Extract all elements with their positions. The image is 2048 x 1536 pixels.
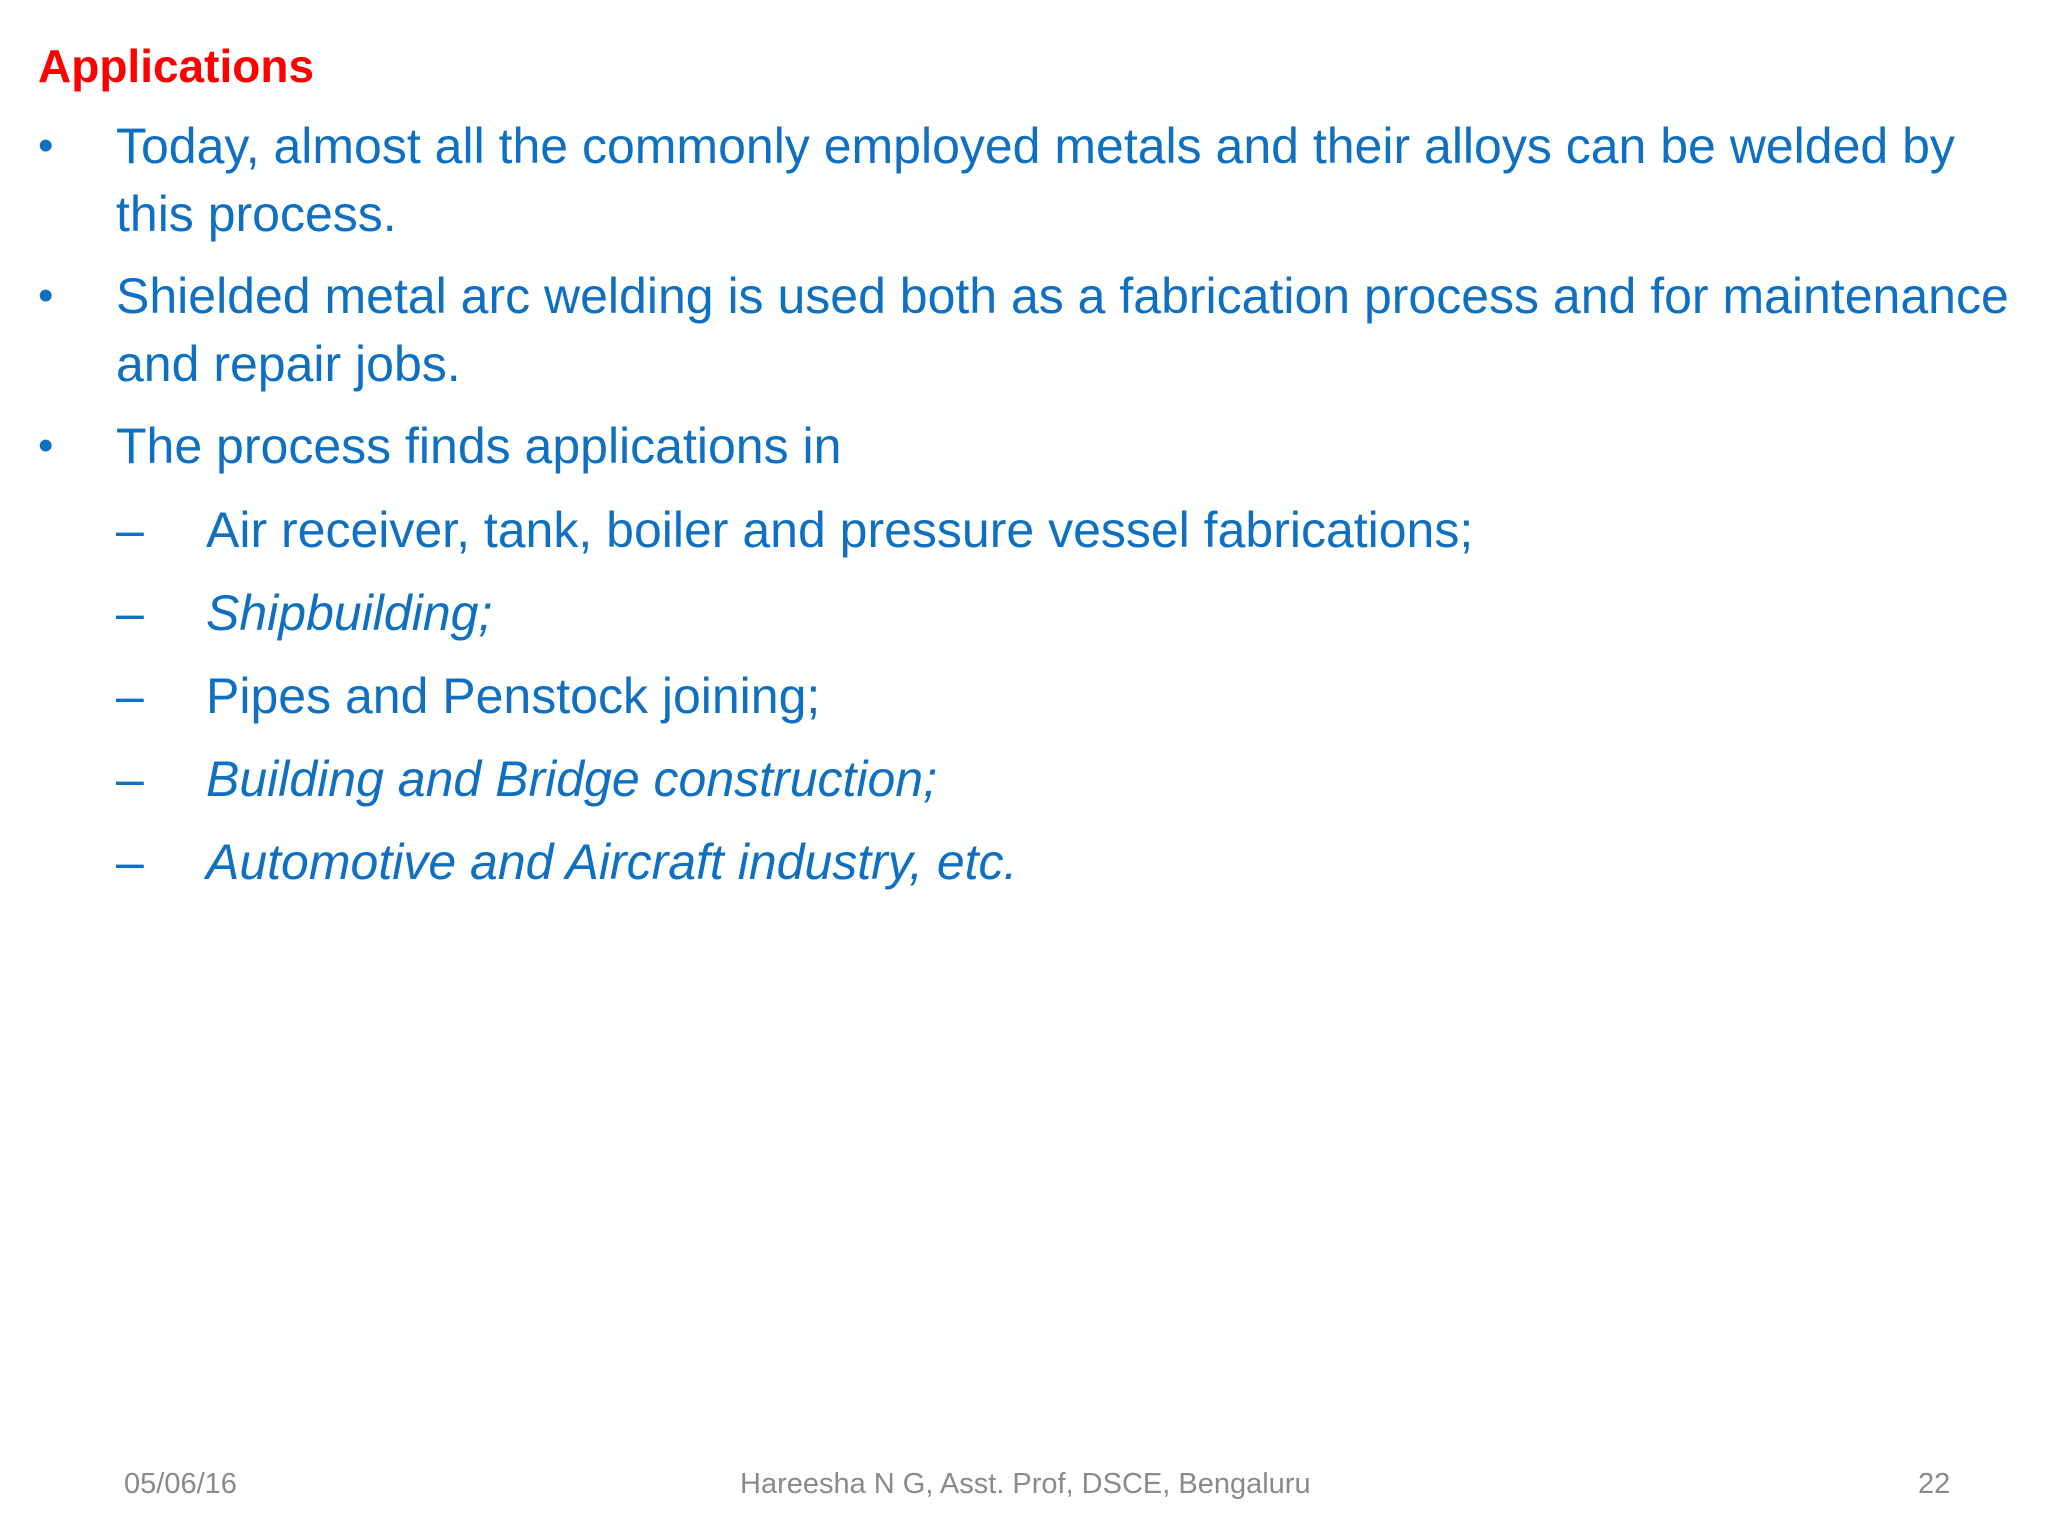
bullet-dot-icon: •: [38, 271, 54, 320]
bullet-item: [38, 262, 2028, 398]
bullet-dot-icon: •: [38, 121, 54, 170]
bullet-list: [38, 112, 2028, 911]
bullet-item: [38, 412, 2028, 896]
bullet-dot-icon: •: [38, 421, 54, 470]
bullet-text: The process finds applications in: [116, 418, 842, 474]
sub-bullet-list: [116, 496, 2028, 896]
sub-bullet-item: [116, 579, 2028, 647]
sub-bullet-text: Pipes and Penstock joining;: [206, 668, 821, 724]
sub-bullet-item: [116, 662, 2028, 730]
sub-bullet-text: Building and Bridge construction;: [206, 751, 938, 807]
dash-icon: –: [116, 502, 144, 558]
dash-icon: –: [116, 668, 144, 724]
sub-bullet-text: Air receiver, tank, boiler and pressure vessel fabrications;: [206, 502, 1474, 558]
footer-page-number: 22: [1918, 1468, 1951, 1500]
sub-bullet-text: Automotive and Aircraft industry, etc.: [206, 834, 1018, 890]
slide-title: Applications: [38, 40, 315, 92]
footer-date: 05/06/16: [124, 1468, 237, 1500]
sub-bullet-item: [116, 828, 2028, 896]
sub-bullet-text: Shipbuilding;: [206, 585, 493, 641]
dash-icon: –: [116, 751, 144, 807]
bullet-text: Today, almost all the commonly employed metals and their alloys can be welded by this process.: [116, 118, 1955, 242]
sub-bullet-item: [116, 496, 2028, 564]
bullet-text: Shielded metal arc welding is used both as a fabrication process and for maintenance and repair jobs.: [116, 268, 2009, 392]
bullet-item: [38, 112, 2028, 248]
footer-author: Hareesha N G, Asst. Prof, DSCE, Bengaluru: [740, 1468, 1311, 1500]
dash-icon: –: [116, 834, 144, 890]
dash-icon: –: [116, 585, 144, 641]
sub-bullet-item: [116, 745, 2028, 813]
